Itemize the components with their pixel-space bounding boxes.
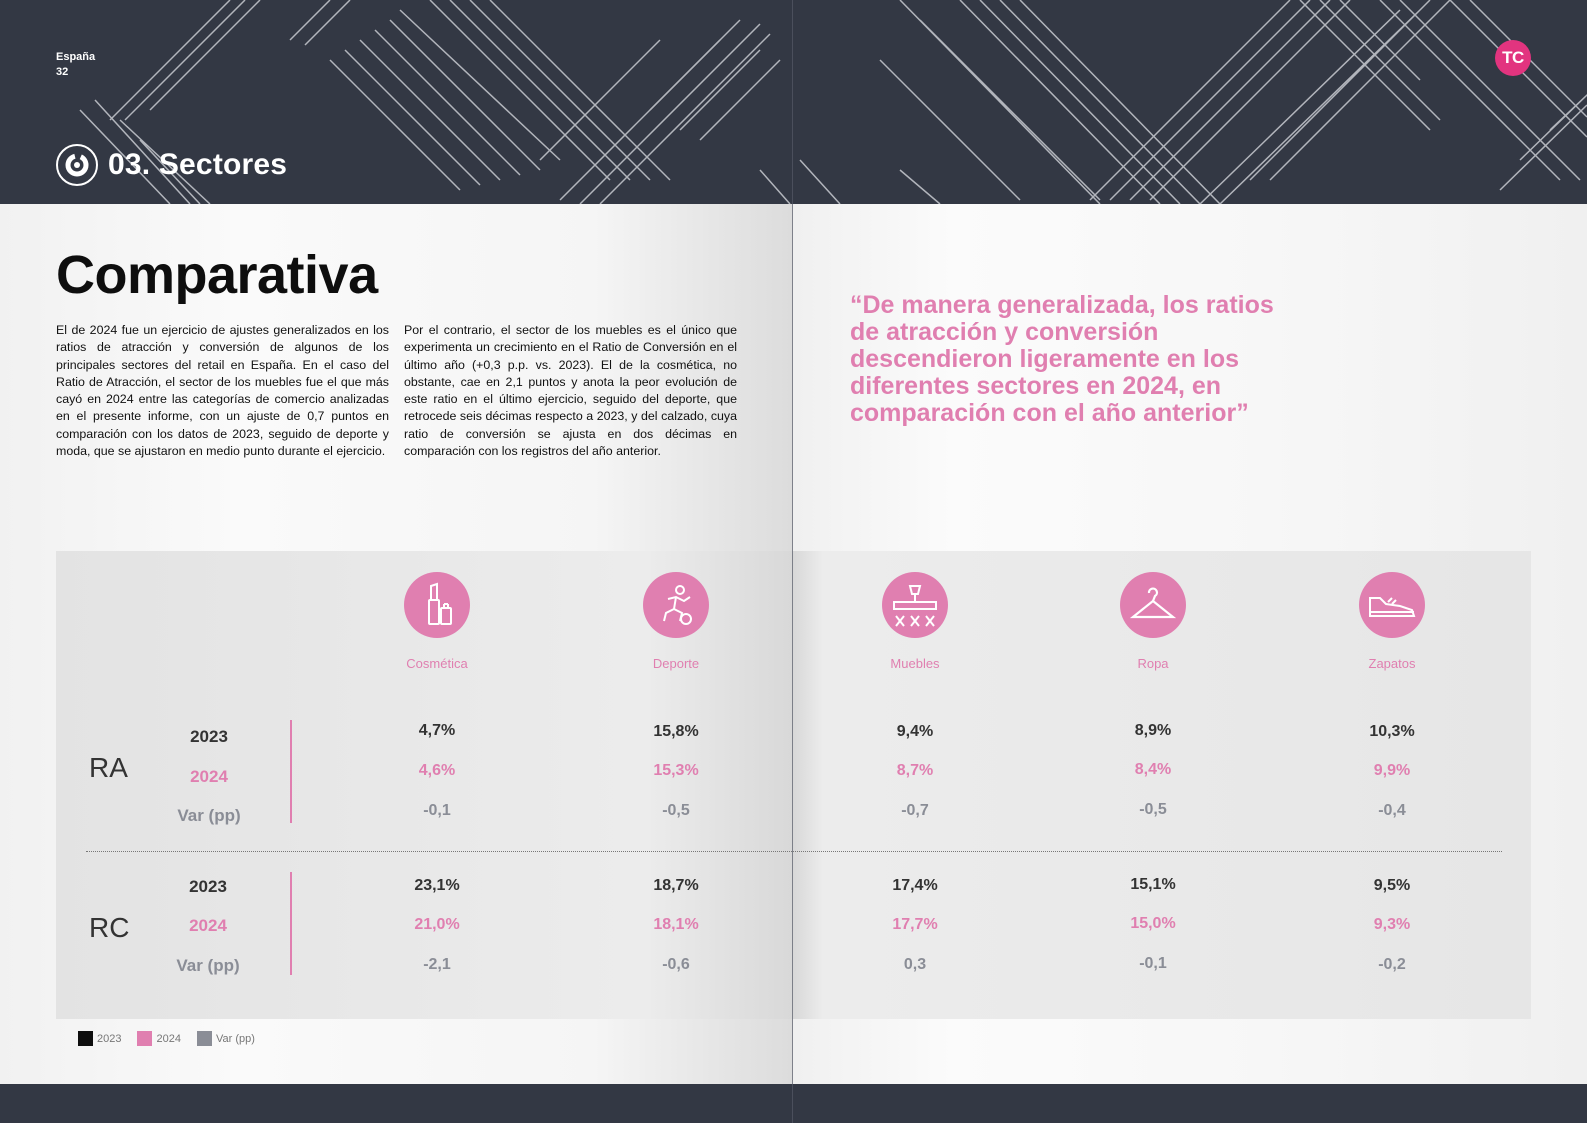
rc-var-ropa: -0,1: [1139, 955, 1167, 972]
rc-2024-ropa: 15,0%: [1130, 915, 1176, 932]
section-heading: [56, 144, 287, 186]
region-label: [56, 50, 95, 80]
sector-label: Muebles: [890, 656, 940, 671]
tc-logo: TC: [1495, 40, 1531, 76]
page-number: 32: [56, 66, 69, 78]
sector-header-cosmetica: [367, 572, 507, 671]
body-paragraph-2: Por el contrario, el sector de los muebles es el único que experimenta un crecimiento en el Ratio de Conversión en el último año (+0,3 p.p. vs. 2023). El de la cosmética, no obstante, cae en 2,1 puntos y anota la peor evolución de este ratio en el último ejercicio, seguido del deporte, que retrocede seis décimas respecto a 2023, y del calzado, cuya ratio de conversión se ajusta en dos décimas en comparación con los registros del año anterior.: [404, 323, 737, 459]
body-paragraph-1: El de 2024 fue un ejercicio de ajustes generalizados en los ratios de atracción y conversión de algunos de los principales sectores del retail en España. En el caso del Ratio de Atracción, el sector de los muebles fue el que más cayó en 2024 entre las categorías de comercio analizadas en el presente informe, con un ajuste de 0,7 puntos en comparación con los datos de 2023, seguido de deporte y moda, que se ajustaron en medio punto durante el ejercicio.: [56, 323, 389, 459]
rc-var-zapatos: -0,2: [1378, 956, 1406, 973]
footer-band: [0, 1084, 1587, 1123]
rc-2024-muebles: 17,7%: [892, 916, 938, 933]
rc-2023-muebles: 17,4%: [892, 877, 938, 894]
rc-var-muebles: 0,3: [903, 956, 927, 973]
sector-label: Deporte: [652, 656, 700, 671]
ra-var-cosmetica: -0,1: [423, 802, 451, 819]
ra-2024-muebles: 8,7%: [896, 762, 934, 779]
ra-var-ropa: -0,5: [1139, 801, 1167, 818]
rc-2024-deporte: 18,1%: [653, 916, 699, 933]
legend-label: 2024: [156, 1032, 181, 1045]
ra-2024-deporte: 15,3%: [653, 762, 699, 779]
legend-item-2024: [137, 1031, 180, 1046]
ra-2024-ropa: 8,4%: [1134, 761, 1172, 778]
legend-item-var: [197, 1031, 255, 1046]
header-banner: [0, 0, 1587, 204]
sector-header-zapatos: [1322, 572, 1462, 671]
pull-quote: “De manera generalizada, los ratios de atracción y conversión descendieron ligeramente en los diferentes sectores en 2024, en comparación con el año anterior”: [850, 291, 1274, 427]
page-spine: [792, 0, 793, 1123]
legend-label: 2023: [97, 1032, 122, 1045]
sector-label: Ropa: [1137, 656, 1169, 671]
ra-row-label-2023: 2023: [190, 727, 228, 746]
rc-row-label-2024: 2024: [189, 916, 227, 935]
ra-2024-zapatos: 9,9%: [1373, 762, 1411, 779]
ra-row-label-var: Var (pp): [177, 806, 241, 825]
rc-2023-deporte: 18,7%: [653, 877, 699, 894]
rc-2023-zapatos: 9,5%: [1373, 877, 1411, 894]
sector-header-ropa: [1083, 572, 1223, 671]
ra-2023-deporte: 15,8%: [653, 723, 699, 740]
legend-label: Var (pp): [215, 1032, 255, 1045]
ra-var-muebles: -0,7: [901, 802, 929, 819]
ra-row-label-2024: 2024: [190, 767, 228, 786]
sector-label: Zapatos: [1368, 656, 1416, 671]
legend: [78, 1031, 255, 1046]
legend-swatch: [197, 1031, 212, 1046]
ra-2024-cosmetica: 4,6%: [418, 762, 456, 779]
sectors-icon: [56, 144, 98, 186]
legend-swatch: [78, 1031, 93, 1046]
ra-2023-zapatos: 10,3%: [1369, 723, 1415, 740]
comparison-table-panel: [56, 551, 1531, 1019]
ra-2023-cosmetica: 4,7%: [418, 722, 456, 739]
section-title: 03. Sectores: [108, 148, 288, 181]
rc-row-divider: [290, 872, 292, 975]
sector-header-muebles: [845, 572, 985, 671]
table-divider: [86, 851, 1502, 852]
ra-2023-muebles: 9,4%: [896, 723, 934, 740]
rc-var-deporte: -0,6: [662, 956, 690, 973]
rc-2024-zapatos: 9,3%: [1373, 916, 1411, 933]
furniture-icon: [882, 572, 948, 638]
page-title: Comparativa: [56, 245, 378, 305]
rc-row-label-2023: 2023: [189, 877, 227, 896]
rc-2023-ropa: 15,1%: [1130, 876, 1176, 893]
lipstick-icon: [404, 572, 470, 638]
ra-2023-ropa: 8,9%: [1134, 722, 1172, 739]
ra-var-deporte: -0,5: [662, 802, 690, 819]
sector-header-deporte: [606, 572, 746, 671]
ra-var-zapatos: -0,4: [1378, 802, 1406, 819]
rc-label: RC: [89, 912, 130, 943]
rc-var-cosmetica: -2,1: [423, 956, 451, 973]
rc-row-label-var: Var (pp): [176, 956, 240, 975]
sector-label: Cosmética: [406, 656, 468, 671]
legend-swatch: [137, 1031, 152, 1046]
ra-row-divider: [290, 720, 292, 823]
hanger-icon: [1120, 572, 1186, 638]
country-name: España: [56, 51, 96, 63]
football-player-icon: [643, 572, 709, 638]
legend-item-2023: [78, 1031, 121, 1046]
rc-2023-cosmetica: 23,1%: [414, 877, 460, 894]
ra-label: RA: [89, 752, 128, 783]
shoe-icon: [1359, 572, 1425, 638]
rc-2024-cosmetica: 21,0%: [414, 916, 460, 933]
